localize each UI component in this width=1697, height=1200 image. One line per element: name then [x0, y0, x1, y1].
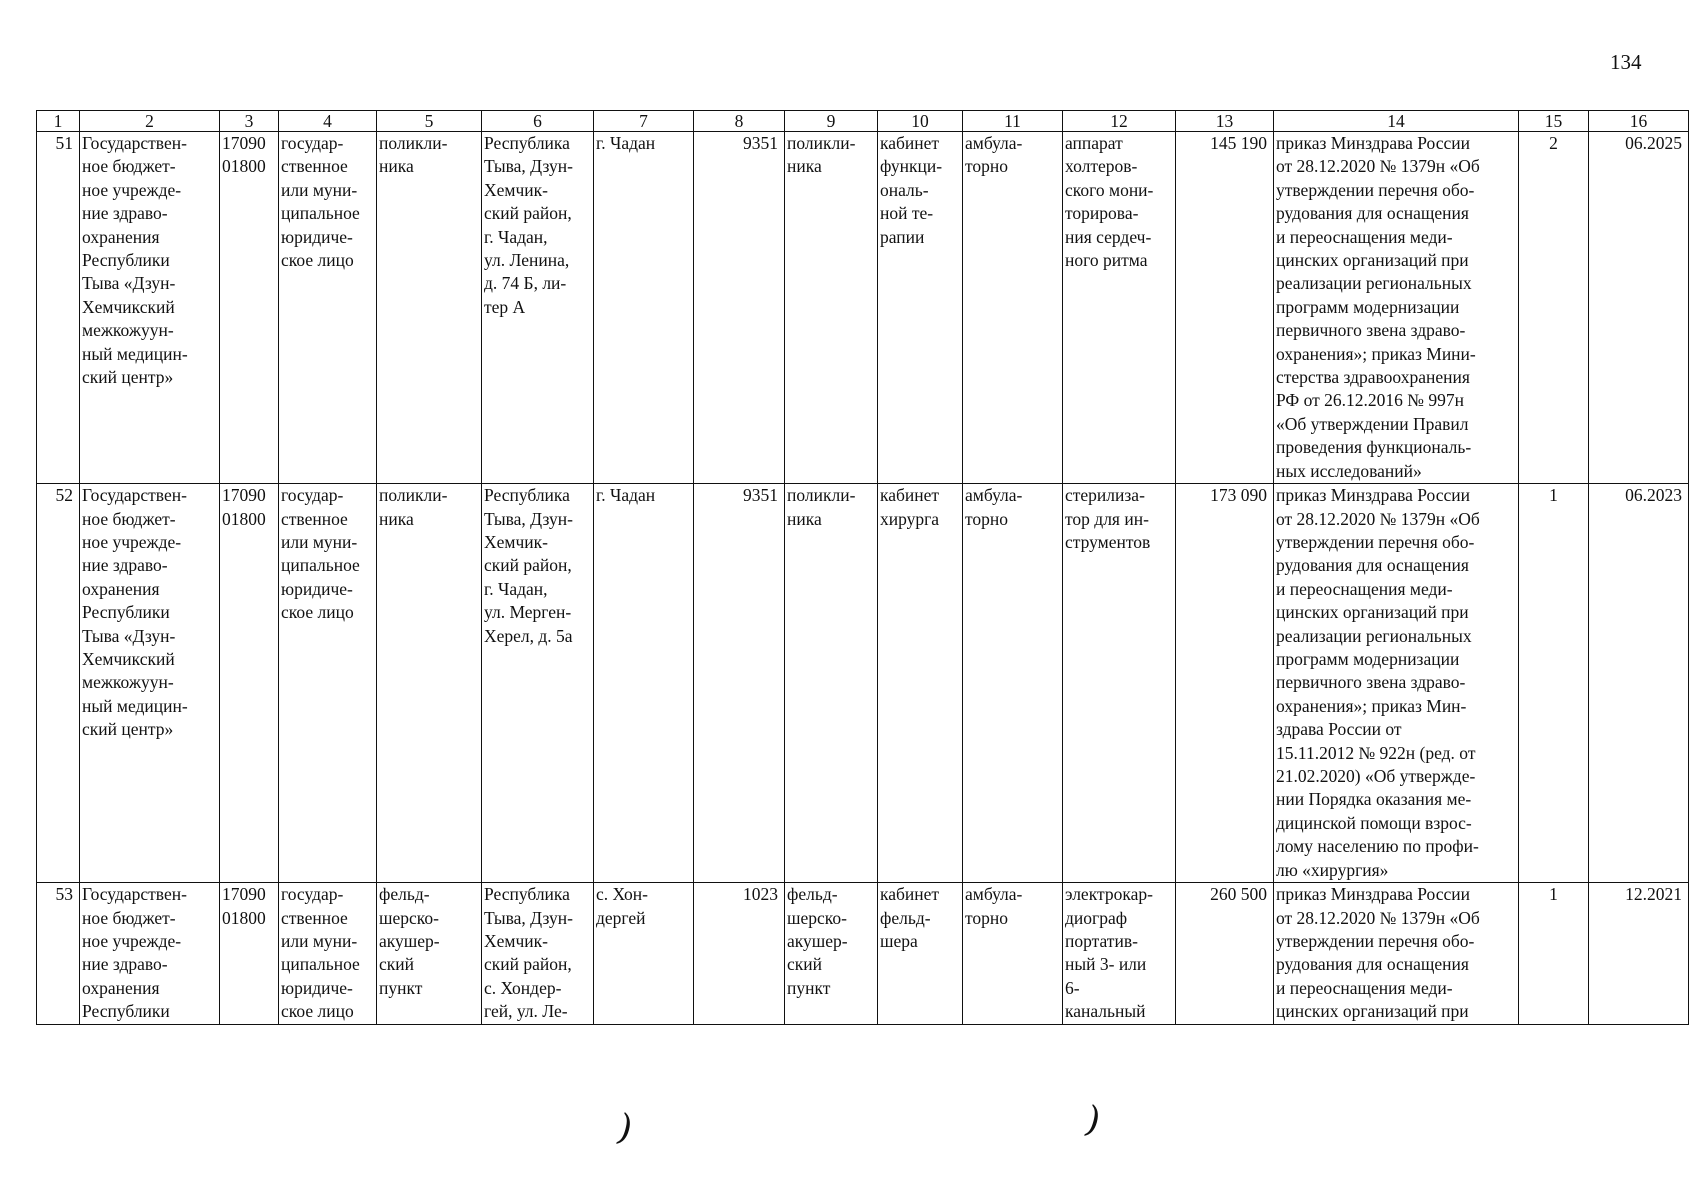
cell-line: здрава России от — [1276, 719, 1402, 740]
cell-line: реализации региональных — [1276, 273, 1472, 294]
table-cell — [80, 132, 220, 484]
cell-line: д. 74 Б, ли- — [484, 273, 567, 294]
table-cell — [482, 484, 594, 883]
cell-line: ский — [787, 954, 822, 975]
cell-line: торирова- — [1065, 203, 1139, 224]
cell-line: проведения функциональ- — [1276, 437, 1472, 458]
table-cell — [279, 484, 377, 883]
column-header: 16 — [1589, 111, 1689, 132]
cell-line: ника — [787, 156, 822, 177]
cell-line: поликли- — [379, 485, 448, 506]
table-cell — [377, 132, 482, 484]
table-cell: 53 — [37, 883, 80, 1024]
cell-line: ственное — [281, 156, 348, 177]
cell-line: ние здраво- — [82, 555, 168, 576]
cell-line: государ- — [281, 884, 344, 905]
table-cell — [220, 132, 279, 484]
cell-line: портатив- — [1065, 930, 1138, 951]
cell-line: с. Хондер- — [484, 977, 562, 998]
cell-line: юридиче- — [281, 226, 353, 247]
cell-line: утверждении перечня обо- — [1276, 179, 1475, 200]
cell-line: функци- — [880, 156, 943, 177]
table-cell — [878, 883, 963, 1024]
page-number: 134 — [1610, 50, 1642, 74]
cell-line: струментов — [1065, 531, 1151, 552]
table-cell: 06.2025 — [1589, 132, 1689, 484]
column-header: 10 — [878, 111, 963, 132]
column-header: 14 — [1274, 111, 1519, 132]
cell-line: лому населению по профи- — [1276, 836, 1479, 857]
cell-line: охранения»; приказ Мин- — [1276, 695, 1467, 716]
cell-line: государ- — [281, 133, 344, 153]
cell-line: ное бюджет- — [82, 156, 176, 177]
cell-line: ние здраво- — [82, 203, 168, 224]
cell-line: поликли- — [379, 133, 448, 153]
table-cell — [963, 484, 1063, 883]
cell-line: 17090 — [222, 133, 266, 153]
column-header: 6 — [482, 111, 594, 132]
cell-line: Республики — [82, 250, 170, 271]
column-number-row — [37, 111, 1689, 132]
cell-line: диограф — [1065, 907, 1128, 928]
cell-line: «Об утверждении Правил — [1276, 413, 1469, 434]
cell-line: амбула- — [965, 485, 1023, 506]
table-cell: 260 500 — [1176, 883, 1274, 1024]
table-cell: 9351 — [694, 132, 785, 484]
cell-line: от 28.12.2020 № 1379н «Об — [1276, 907, 1480, 928]
table-cell — [785, 883, 878, 1024]
cell-line: г. Чадан, — [484, 578, 548, 599]
cell-line: дергей — [596, 907, 646, 928]
cell-line: и переоснащения меди- — [1276, 977, 1453, 998]
cell-line: от 28.12.2020 № 1379н «Об — [1276, 156, 1480, 177]
column-header: 2 — [80, 111, 220, 132]
table-cell — [1274, 883, 1519, 1024]
cell-line: или муни- — [281, 930, 358, 951]
cell-line: акушер- — [379, 930, 440, 951]
cell-line: ский район, — [484, 555, 572, 576]
cell-line: приказ Минздрава России — [1276, 133, 1471, 153]
cell-line: Херел, д. 5а — [484, 625, 573, 646]
cell-line: ципальное — [281, 203, 360, 224]
cell-line: гей, ул. Ле- — [484, 1001, 568, 1022]
cell-line: первичного звена здраво- — [1276, 672, 1466, 693]
table-cell — [785, 484, 878, 883]
column-header: 4 — [279, 111, 377, 132]
cell-line: акушер- — [787, 930, 848, 951]
table-cell — [963, 883, 1063, 1024]
table-cell — [220, 484, 279, 883]
table-cell — [878, 132, 963, 484]
cell-line: аппарат — [1065, 133, 1123, 153]
cell-line: ональ- — [880, 179, 929, 200]
cell-line: ский центр» — [82, 719, 174, 740]
column-header: 5 — [377, 111, 482, 132]
cell-line: охранения»; приказ Мини- — [1276, 343, 1476, 364]
cell-line: г. Чадан — [596, 133, 656, 153]
cell-line: ципальное — [281, 555, 360, 576]
cell-line: ское лицо — [281, 250, 354, 271]
table-cell — [594, 484, 694, 883]
table-cell: 2 — [1519, 132, 1589, 484]
cell-line: ское лицо — [281, 1001, 354, 1022]
cell-line: 21.02.2020) «Об утвержде- — [1276, 765, 1476, 786]
cell-line: амбула- — [965, 884, 1023, 905]
cell-line: Тыва «Дзун- — [82, 273, 176, 294]
table-cell — [785, 132, 878, 484]
cell-line: ный медицин- — [82, 695, 188, 716]
table-cell — [377, 484, 482, 883]
table-cell — [1063, 883, 1176, 1024]
cell-line: Хемчикский — [82, 296, 175, 317]
table-cell: 1023 — [694, 883, 785, 1024]
cell-line: РФ от 26.12.2016 № 997н — [1276, 390, 1464, 411]
cell-line: электрокар- — [1065, 884, 1153, 905]
cell-line: пункт — [379, 977, 423, 998]
cell-line: фельд- — [787, 884, 838, 905]
cell-line: ный 3- или — [1065, 954, 1147, 975]
cell-line: рудования для оснащения — [1276, 555, 1469, 576]
cell-line: ние здраво- — [82, 954, 168, 975]
cell-line: ский — [379, 954, 414, 975]
cell-line: ника — [379, 156, 414, 177]
table-row — [37, 484, 1689, 883]
cell-line: программ модернизации — [1276, 296, 1460, 317]
table-cell: 145 190 — [1176, 132, 1274, 484]
cell-line: ул. Мерген- — [484, 602, 572, 623]
cell-line: Тыва, Дзун- — [484, 907, 573, 928]
cell-line: хирурга — [880, 508, 940, 529]
cell-line: г. Чадан — [596, 485, 656, 506]
cell-line: рапии — [880, 226, 925, 247]
cell-line: торно — [965, 156, 1009, 177]
cell-line: ципальное — [281, 954, 360, 975]
cell-line: Хемчикский — [82, 648, 175, 669]
cell-line: межкожуун- — [82, 320, 174, 341]
column-header: 15 — [1519, 111, 1589, 132]
cell-line: программ модернизации — [1276, 648, 1460, 669]
cell-line: охранения — [82, 578, 160, 599]
cell-line: Республика — [484, 485, 570, 506]
cell-line: ул. Ленина, — [484, 250, 570, 271]
cell-line: 01800 — [222, 156, 266, 177]
cell-line: нии Порядка оказания ме- — [1276, 789, 1472, 810]
cell-line: Республики — [82, 602, 170, 623]
cell-line: 15.11.2012 № 922н (ред. от — [1276, 742, 1476, 763]
cell-line: торно — [965, 907, 1009, 928]
table-row — [37, 132, 1689, 484]
cell-line: Государствен- — [82, 884, 187, 905]
cell-line: утверждении перечня обо- — [1276, 930, 1475, 951]
cell-line: Хемчик- — [484, 930, 548, 951]
cell-line: ственное — [281, 907, 348, 928]
cell-line: или муни- — [281, 531, 358, 552]
cell-line: ское лицо — [281, 602, 354, 623]
cell-line: ных исследований» — [1276, 460, 1422, 481]
cell-line: г. Чадан, — [484, 226, 548, 247]
cell-line: торно — [965, 508, 1009, 529]
cell-line: ния сердеч- — [1065, 226, 1152, 247]
cell-line: ника — [787, 508, 822, 529]
cell-line: Республика — [484, 133, 570, 153]
column-header: 13 — [1176, 111, 1274, 132]
cell-line: Хемчик- — [484, 179, 548, 200]
table-cell — [594, 132, 694, 484]
cell-line: 17090 — [222, 485, 266, 506]
column-header: 12 — [1063, 111, 1176, 132]
table-cell — [1274, 484, 1519, 883]
cell-line: 6- — [1065, 977, 1080, 998]
cell-line: шера — [880, 930, 918, 951]
cell-line: ский район, — [484, 203, 572, 224]
cell-line: лю «хирургия» — [1276, 859, 1389, 880]
cell-line: Тыва, Дзун- — [484, 508, 573, 529]
cell-line: юридиче- — [281, 977, 353, 998]
cell-line: фельд- — [379, 884, 430, 905]
cell-line: Тыва, Дзун- — [484, 156, 573, 177]
equipment-table — [36, 110, 1689, 1025]
cell-line: цинских организаций при — [1276, 1001, 1469, 1022]
cell-line: охранения — [82, 977, 160, 998]
cell-line: цинских организаций при — [1276, 602, 1469, 623]
cell-line: охранения — [82, 226, 160, 247]
cell-line: ственное — [281, 508, 348, 529]
cell-line: ский район, — [484, 954, 572, 975]
cell-line: холтеров- — [1065, 156, 1138, 177]
cell-line: шерско- — [379, 907, 439, 928]
cell-line: пункт — [787, 977, 831, 998]
table-cell: 173 090 — [1176, 484, 1274, 883]
cell-line: приказ Минздрава России — [1276, 884, 1471, 905]
table-cell — [279, 132, 377, 484]
column-header: 7 — [594, 111, 694, 132]
cell-line: или муни- — [281, 179, 358, 200]
cell-line: амбула- — [965, 133, 1023, 153]
cell-line: рудования для оснащения — [1276, 954, 1469, 975]
column-header: 8 — [694, 111, 785, 132]
table-cell — [878, 484, 963, 883]
table-cell — [377, 883, 482, 1024]
cell-line: межкожуун- — [82, 672, 174, 693]
cell-line: реализации региональных — [1276, 625, 1472, 646]
table-cell — [1063, 132, 1176, 484]
table-row — [37, 883, 1689, 1024]
cell-line: приказ Минздрава России — [1276, 485, 1471, 506]
table-cell: 1 — [1519, 883, 1589, 1024]
cell-line: с. Хон- — [596, 884, 648, 905]
table-cell: 9351 — [694, 484, 785, 883]
table-cell — [1274, 132, 1519, 484]
cell-line: ной те- — [880, 203, 934, 224]
table-cell — [80, 883, 220, 1024]
cell-line: Государствен- — [82, 485, 187, 506]
cell-line: ное учрежде- — [82, 179, 182, 200]
cell-line: первичного звена здраво- — [1276, 320, 1466, 341]
cell-line: тор для ин- — [1065, 508, 1149, 529]
column-header: 3 — [220, 111, 279, 132]
table-cell: 52 — [37, 484, 80, 883]
pen-mark: ) — [612, 1106, 638, 1151]
cell-line: утверждении перечня обо- — [1276, 531, 1475, 552]
cell-line: юридиче- — [281, 578, 353, 599]
cell-line: ский центр» — [82, 367, 174, 388]
table-cell — [80, 484, 220, 883]
cell-line: 17090 — [222, 884, 266, 905]
column-header: 9 — [785, 111, 878, 132]
cell-line: канальный — [1065, 1001, 1146, 1022]
table-cell — [963, 132, 1063, 484]
cell-line: шерско- — [787, 907, 847, 928]
cell-line: стерства здравоохранения — [1276, 367, 1470, 388]
cell-line: тер А — [484, 296, 526, 317]
cell-line: Тыва «Дзун- — [82, 625, 176, 646]
cell-line: ное учрежде- — [82, 930, 182, 951]
cell-line: ное учрежде- — [82, 531, 182, 552]
cell-line: кабинет — [880, 485, 940, 506]
cell-line: и переоснащения меди- — [1276, 578, 1453, 599]
cell-line: Хемчик- — [484, 531, 548, 552]
table-cell — [1063, 484, 1176, 883]
cell-line: 01800 — [222, 508, 266, 529]
table-cell: 1 — [1519, 484, 1589, 883]
cell-line: поликли- — [787, 133, 856, 153]
cell-line: дицинской помощи взрос- — [1276, 812, 1472, 833]
cell-line: Государствен- — [82, 133, 187, 153]
cell-line: ное бюджет- — [82, 508, 176, 529]
cell-line: ного ритма — [1065, 250, 1148, 271]
cell-line: рудования для оснащения — [1276, 203, 1469, 224]
table-cell — [220, 883, 279, 1024]
cell-line: от 28.12.2020 № 1379н «Об — [1276, 508, 1480, 529]
table-cell — [594, 883, 694, 1024]
cell-line: Республики — [82, 1001, 170, 1022]
cell-line: ника — [379, 508, 414, 529]
cell-line: ный медицин- — [82, 343, 188, 364]
column-header: 1 — [37, 111, 80, 132]
table-cell: 12.2021 — [1589, 883, 1689, 1024]
cell-line: цинских организаций при — [1276, 250, 1469, 271]
cell-line: ное бюджет- — [82, 907, 176, 928]
cell-line: кабинет — [880, 133, 940, 153]
cell-line: 01800 — [222, 907, 266, 928]
cell-line: фельд- — [880, 907, 931, 928]
cell-line: и переоснащения меди- — [1276, 226, 1453, 247]
table-cell — [279, 883, 377, 1024]
cell-line: Республика — [484, 884, 570, 905]
column-header: 11 — [963, 111, 1063, 132]
cell-line: стерилиза- — [1065, 485, 1145, 506]
cell-line: государ- — [281, 485, 344, 506]
table-cell: 51 — [37, 132, 80, 484]
pen-mark: ) — [1080, 1098, 1106, 1143]
cell-line: поликли- — [787, 485, 856, 506]
table-cell: 06.2023 — [1589, 484, 1689, 883]
cell-line: кабинет — [880, 884, 940, 905]
table-cell — [482, 883, 594, 1024]
table-cell — [482, 132, 594, 484]
cell-line: ского мони- — [1065, 179, 1154, 200]
